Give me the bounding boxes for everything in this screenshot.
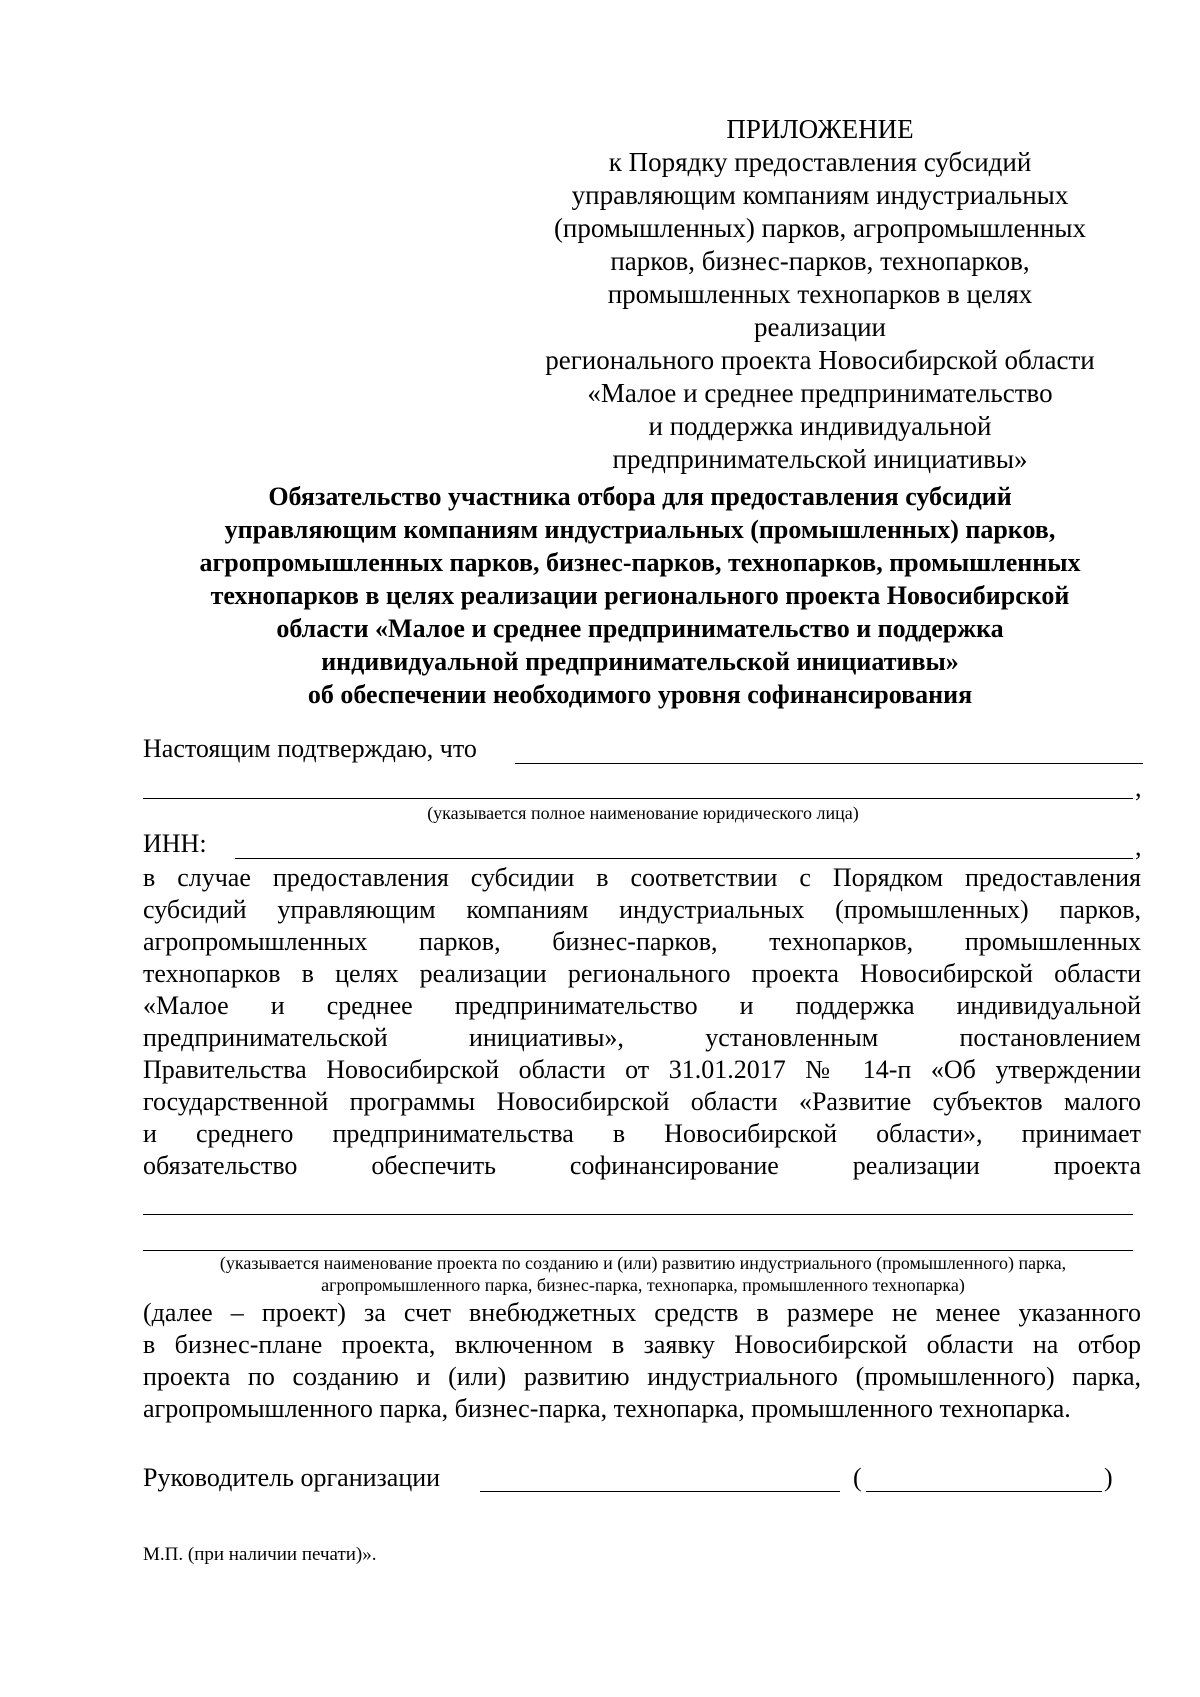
signature-label: Руководитель организации xyxy=(143,1463,441,1492)
appendix-header xyxy=(540,113,1100,476)
appendix-line: промышленных технопарков в целях реализации xyxy=(607,279,1033,342)
body-line: агропромышленного парка, бизнес-парка, технопарка, промышленного технопарка. xyxy=(143,1394,1071,1423)
signer-name-field[interactable] xyxy=(866,1462,1102,1492)
entity-comma: , xyxy=(1135,773,1142,802)
entity-name-field-continued[interactable] xyxy=(143,770,1133,799)
entity-hint: (указывается полное наименование юридического лица) xyxy=(427,803,859,823)
project-hint: агропромышленного парка, бизнес-парка, технопарка, промышленного технопарка) xyxy=(321,1275,965,1295)
confirm-prefix: Настоящим подтверждаю, что xyxy=(143,734,477,763)
signature-field[interactable] xyxy=(480,1462,840,1492)
body-line: проекта по созданию и (или) развитию индустриального (промышленного) парка, xyxy=(143,1362,1141,1391)
title-line: управляющим компаниям индустриальных (промышленных) парков, xyxy=(224,515,1056,544)
body-line: и среднего предпринимательства в Новосибирской области», принимает xyxy=(143,1119,1141,1148)
stamp-note: М.П. (при наличии печати)». xyxy=(143,1544,377,1565)
project-name-field[interactable] xyxy=(143,1186,1133,1215)
body-line: технопарков в целях реализации регионального проекта Новосибирской области xyxy=(143,959,1141,988)
open-paren: ( xyxy=(853,1463,862,1492)
body-line: Правительства Новосибирской области от 31.01.2017 № 14-п «Об утверждении xyxy=(143,1055,1141,1084)
appendix-line: и поддержка индивидуальной xyxy=(648,411,992,441)
title-line: технопарков в целях реализации регионального проекта Новосибирской xyxy=(210,581,1070,610)
title-line: Обязательство участника отбора для предоставления субсидий xyxy=(268,482,1012,511)
appendix-line: (промышленных) парков, агропромышленных xyxy=(553,213,1087,243)
body-line: предпринимательской инициативы», установленным постановлением xyxy=(143,1023,1141,1052)
appendix-line: регионального проекта Новосибирской области xyxy=(545,345,1095,375)
inn-field[interactable] xyxy=(235,830,1133,859)
body-line: в случае предоставления субсидии в соответствии с Порядком предоставления xyxy=(143,863,1141,892)
title-line: об обеспечении необходимого уровня софинансирования xyxy=(307,680,973,709)
title-line: области «Малое и среднее предпринимательство и поддержка xyxy=(276,614,1004,643)
body-line: субсидий управляющим компаниям индустриальных (промышленных) парков, xyxy=(143,895,1141,924)
body-line: в бизнес-плане проекта, включенном в заявку Новосибирской области на отбор xyxy=(143,1330,1141,1359)
project-name-field-continued[interactable] xyxy=(143,1222,1133,1251)
inn-label: ИНН: xyxy=(143,829,207,858)
body-line: государственной программы Новосибирской области «Развитие субъектов малого xyxy=(143,1087,1141,1116)
appendix-line: управляющим компаниям индустриальных xyxy=(571,180,1069,210)
project-hint: (указывается наименование проекта по созданию и (или) развитию индустриального (промышленного) парка, xyxy=(219,1253,1067,1273)
appendix-line: «Малое и среднее предпринимательство xyxy=(587,378,1053,408)
close-paren: ) xyxy=(1104,1463,1113,1492)
appendix-line: предпринимательской инициативы» xyxy=(612,444,1028,474)
title-line: индивидуальной предпринимательской инициативы» xyxy=(321,647,959,676)
appendix-line: парков, бизнес-парков, технопарков, xyxy=(610,246,1030,276)
inn-comma: , xyxy=(1135,832,1142,861)
document-title xyxy=(140,480,1140,711)
body-line: обязательство обеспечить софинансирование реализации проекта xyxy=(143,1151,1141,1180)
entity-name-field[interactable] xyxy=(515,735,1143,764)
body-line: «Малое и среднее предпринимательство и поддержка индивидуальной xyxy=(143,991,1141,1020)
body-line: (далее – проект) за счет внебюджетных средств в размере не менее указанного xyxy=(143,1298,1141,1327)
appendix-line: к Порядку предоставления субсидий xyxy=(608,147,1032,177)
appendix-title: ПРИЛОЖЕНИЕ xyxy=(726,114,914,144)
title-line: агропромышленных парков, бизнес-парков, технопарков, промышленных xyxy=(199,548,1081,577)
body-line: агропромышленных парков, бизнес-парков, технопарков, промышленных xyxy=(143,927,1141,956)
